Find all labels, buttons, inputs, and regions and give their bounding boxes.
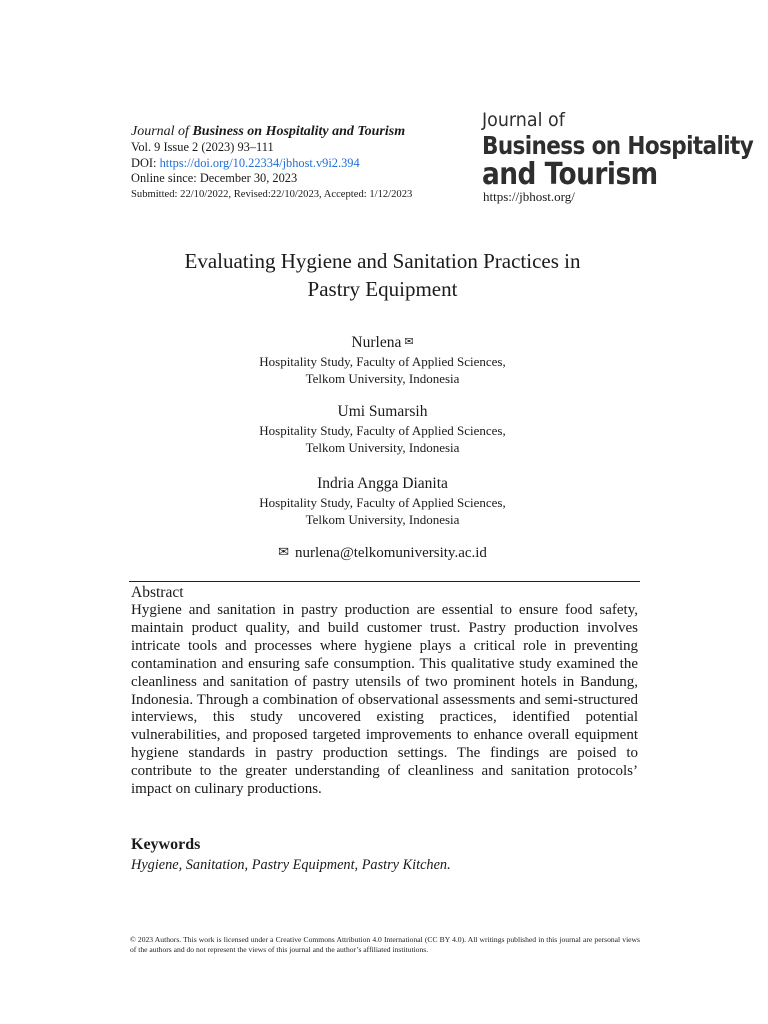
abstract-divider xyxy=(129,581,640,582)
online-since: Online since: December 30, 2023 xyxy=(131,171,298,185)
author-block xyxy=(110,402,655,456)
corresponding-email[interactable]: nurlena@telkomuniversity.ac.id xyxy=(294,545,487,561)
author-affiliation-line-2: Telkom University, Indonesia xyxy=(305,512,460,527)
author-affiliation-line-1: Hospitality Study, Faculty of Applied Sciences, xyxy=(259,354,506,369)
keywords-heading: Keywords xyxy=(131,836,201,853)
logo-line-1: Journal of xyxy=(482,109,565,131)
logo-line-2: Business on Hospitality xyxy=(482,131,754,160)
abstract-body: Hygiene and sanitation in pastry production are essential to ensure food safety, maintain product quality, and build customer trust. Pastry production involves intricate tools and processes where hygiene plays a critical role in preventing contamination and ensuring safe consumption. This qualitative study examined the cleanliness and sanitation of pastry utensils of two prominent hotels in Bandung, Indonesia. Through a combination of observational assessments and semi-structured interviews, this study uncovered existing practices, identified potential vulnerabilities, and proposed targeted improvements to enhance overall equipment hygiene standards in pastry production settings. The findings are poised to contribute to the greater understanding of cleanliness and sanitation protocols’ impact on culinary productions. xyxy=(131,602,638,798)
paper-title xyxy=(110,247,655,303)
author-block xyxy=(110,474,655,528)
journal-header xyxy=(131,123,471,202)
journal-citation xyxy=(131,123,471,140)
keywords-list: Hygiene, Sanitation, Pastry Equipment, Pastry Kitchen. xyxy=(131,857,451,873)
logo-line-3: and Tourism xyxy=(482,157,658,192)
doi-line xyxy=(131,156,471,172)
mail-icon: ✉ xyxy=(278,544,289,559)
author-name: Indria Angga Dianita xyxy=(317,475,448,492)
license-footer: © 2023 Authors. This work is licensed under a Creative Commons Attribution 4.0 International (CC BY 4.0). All writings published in this journal are personal views of the authors and do not represent the views of this journal and the author’s affiliated institutions. xyxy=(130,935,640,954)
author-name: Nurlena xyxy=(351,334,402,351)
mail-icon: ✉ xyxy=(404,336,414,348)
journal-logo xyxy=(482,108,754,192)
author-affiliation-line-1: Hospitality Study, Faculty of Applied Sciences, xyxy=(259,423,506,438)
submission-dates: Submitted: 22/10/2022, Revised:22/10/2023, Accepted: 1/12/2023 xyxy=(131,188,413,200)
author-name-line xyxy=(110,332,655,353)
title-line-1: Evaluating Hygiene and Sanitation Practices in xyxy=(184,249,581,273)
journal-url-link[interactable]: https://jbhost.org/ xyxy=(483,189,575,204)
author-affiliation-line-1: Hospitality Study, Faculty of Applied Sciences, xyxy=(259,495,506,510)
volume-info: Vol. 9 Issue 2 (2023) 93–111 xyxy=(131,140,274,154)
author-name: Umi Sumarsih xyxy=(337,403,428,420)
author-block xyxy=(110,332,655,387)
email-line xyxy=(110,544,655,562)
doi-label: DOI: xyxy=(131,155,157,170)
author-affiliation-line-2: Telkom University, Indonesia xyxy=(305,371,460,386)
abstract-heading: Abstract xyxy=(131,584,184,601)
doi-link[interactable]: https://doi.org/10.22334/jbhost.v9i2.394 xyxy=(159,155,360,170)
author-affiliation-line-2: Telkom University, Indonesia xyxy=(305,440,460,455)
journal-prefix: Journal of xyxy=(131,124,189,139)
title-line-2: Pastry Equipment xyxy=(307,277,458,301)
journal-name: Business on Hospitality and Tourism xyxy=(192,124,406,139)
